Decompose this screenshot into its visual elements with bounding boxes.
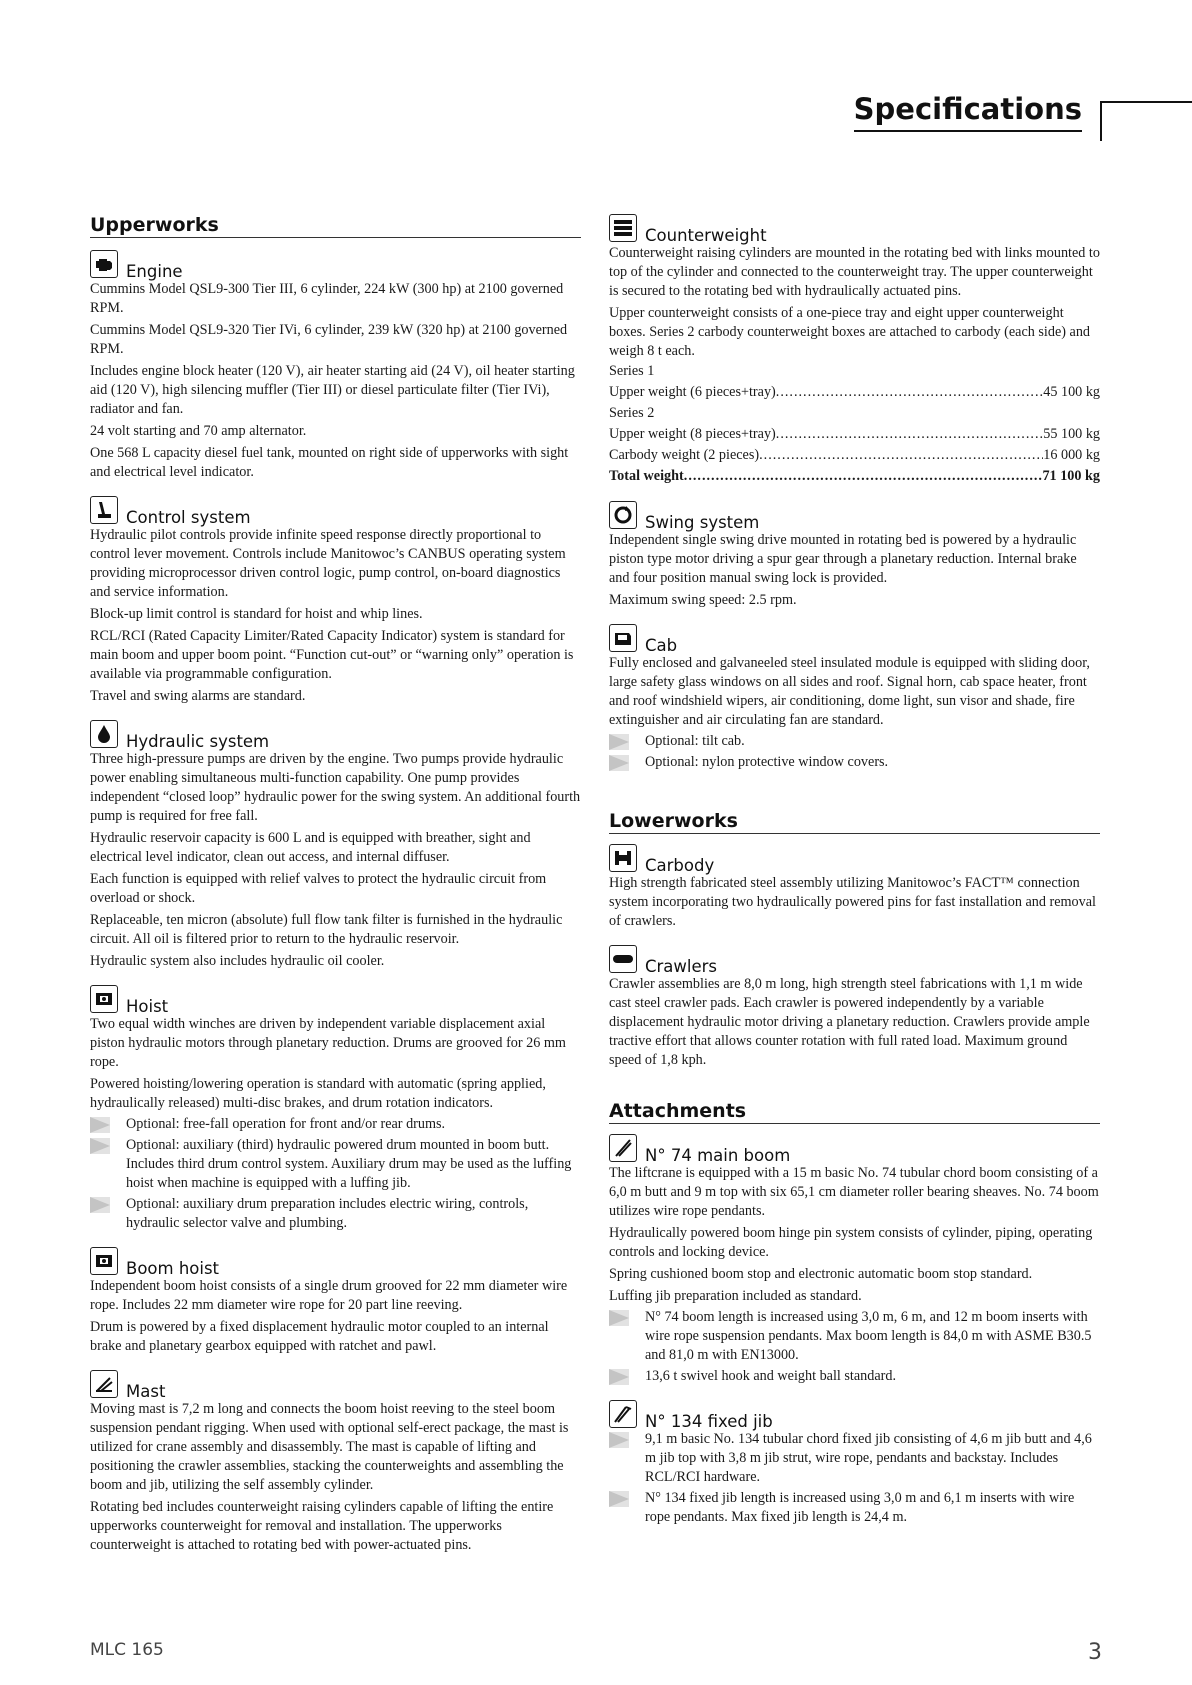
paragraph: High strength fabricated steel assembly utilizing Manitowoc’s FACT™ connection system incorporating two hydraulically powered pins for fast installation and removal of crawlers. [609, 875, 1096, 929]
subsection-engine [90, 250, 581, 482]
paragraph: Includes engine block heater (120 V), air heater starting aid (24 V), oil heater starting aid (120 V), high silencing muffler (Tier III) or diesel particulate filter (Tier IVi), radiator and fan. [90, 363, 575, 417]
series-label: Series 2 [609, 405, 655, 421]
page-title: Specifications [854, 92, 1082, 132]
arrow-bullet-icon [90, 1138, 110, 1154]
subsection-carbody [609, 844, 1100, 931]
paragraph: Hydraulic reservoir capacity is 600 L and is equipped with breather, sight and electrical level indicator, clean out access, and internal diffuser. [90, 830, 531, 865]
carbody-icon [609, 844, 637, 872]
subsection-hoist [90, 985, 581, 1233]
paragraph: Rotating bed includes counterweight raising cylinders capable of lifting the entire upperworks counterweight for removal and installation. The upperworks counterweight is attached to rotating bed with power-actuated pins. [90, 1499, 554, 1553]
subsection-header [609, 844, 1100, 875]
winch-drum-icon [90, 1247, 118, 1275]
paragraph: Travel and swing alarms are standard. [90, 688, 306, 704]
subsection-header [609, 1400, 1100, 1431]
subsection-control-system [90, 496, 581, 706]
subsection-title: Cab [645, 636, 678, 655]
counterweight-stack-icon [609, 214, 637, 242]
oil-drop-icon [90, 720, 118, 748]
subsection-title: Control system [126, 508, 251, 527]
subsection-title: Hoist [126, 997, 169, 1016]
subsection-title: Hydraulic system [126, 732, 270, 751]
subsection-cab [609, 624, 1100, 772]
subsection-mast [90, 1370, 581, 1555]
paragraph: Crawler assemblies are 8,0 m long, high strength steel fabrications with 1,1 m wide cast steel crawler pads. Each crawler is powered independently by a variable displacement hydraulic motor driving a planetary reduction. Crawlers provide ample tractive effort that allows counter rotation with full rated load. Maximum ground speed of 1,8 kph. [609, 976, 1090, 1068]
subsection-header [90, 496, 581, 527]
subsection-crawlers [609, 945, 1100, 1070]
paragraph: Independent boom hoist consists of a single drum grooved for 22 mm diameter wire rope. Includes 22 mm diameter wire rope for 20 part line reeving. [90, 1278, 568, 1313]
page-number: 3 [1088, 1640, 1102, 1665]
arrow-bullet-icon [609, 734, 629, 750]
arrow-bullet-icon [609, 1369, 629, 1385]
subsection-title: Engine [126, 262, 183, 281]
arrow-bullet-icon [609, 755, 629, 771]
option-item: Optional: tilt cab. [609, 732, 1100, 751]
paragraph: Drum is powered by a fixed displacement hydraulic motor coupled to an internal brake and planetary gearbox equipped with ratchet and pawl. [90, 1319, 549, 1354]
paragraph: Counterweight raising cylinders are mounted in the rotating bed with links mounted to top of the cylinder and connected to the counterweight tray. The upper counterweight is secured to the rotating bed with hydraulically actuated pins. [609, 245, 1100, 299]
spec-row: Upper weight (6 pieces+tray) ..... 45 100 kg [609, 382, 1100, 403]
crawler-track-icon [609, 945, 637, 973]
engine-icon [90, 250, 118, 278]
arrow-bullet-icon [609, 1491, 629, 1507]
paragraph: Replaceable, ten micron (absolute) full flow tank filter is furnished in the hydraulic circuit. All oil is filtered prior to return to the hydraulic reservoir. [90, 912, 563, 947]
spec-row-total: Total weight ..... 71 100 kg [609, 466, 1100, 487]
left-column [90, 214, 581, 1555]
paragraph: Hydraulically powered boom hinge pin system consists of cylinder, piping, operating controls and locking device. [609, 1225, 1093, 1260]
boom-icon [609, 1134, 637, 1162]
subsection-header [609, 501, 1100, 532]
section-title-upperworks: Upperworks [90, 214, 581, 238]
subsection-header [609, 1134, 1100, 1165]
paragraph: Spring cushioned boom stop and electronic automatic boom stop standard. [609, 1266, 1033, 1282]
arrow-bullet-icon [90, 1117, 110, 1133]
subsection-main-boom [609, 1134, 1100, 1386]
spec-row: Carbody weight (2 pieces) ..... 16 000 kg [609, 445, 1100, 466]
paragraph: Maximum swing speed: 2.5 rpm. [609, 592, 797, 608]
subsection-swing-system [609, 501, 1100, 610]
section-title-attachments: Attachments [609, 1100, 1100, 1124]
footer-model: MLC 165 [90, 1640, 164, 1660]
paragraph: Block-up limit control is standard for hoist and whip lines. [90, 606, 423, 622]
paragraph: Moving mast is 7,2 m long and connects the boom hoist reeving to the steel boom suspension pendant rigging. When used with optional self-erect package, the mast is utilized for crane assembly and disassembly. The mast is capable of lifting and positioning the crawler assemblies, stacking the counterweights and assembling the boom and jib, utilizing the self assembly cylinder. [90, 1401, 569, 1493]
paragraph: RCL/RCI (Rated Capacity Limiter/Rated Capacity Indicator) system is standard for main boom and upper boom point. “Function cut-out” or “warning only” operation is available via programmable configuration. [90, 628, 574, 682]
subsection-fixed-jib [609, 1400, 1100, 1527]
section-title-lowerworks: Lowerworks [609, 810, 1100, 834]
subsection-boom-hoist [90, 1247, 581, 1356]
page-header [0, 0, 1192, 150]
paragraph: 24 volt starting and 70 amp alternator. [90, 423, 307, 439]
paragraph: Hydraulic system also includes hydraulic oil cooler. [90, 953, 385, 969]
title-bracket-decoration [1100, 101, 1192, 141]
subsection-header [609, 945, 1100, 976]
subsection-title: N° 74 main boom [645, 1146, 791, 1165]
subsection-title: N° 134 fixed jib [645, 1412, 773, 1431]
paragraph: Fully enclosed and galvaneeled steel insulated module is equipped with sliding door, large safety glass windows on all sides and roof. Signal horn, cab space heater, front and roof windshield wipers, air conditioning, dome light, sun visor and shade, fire extinguisher and air circulating fan are standard. [609, 655, 1090, 728]
paragraph: Two equal width winches are driven by independent variable displacement axial piston hydraulic motors through planetary reduction. Drums are grooved for 26 mm rope. [90, 1016, 566, 1070]
paragraph: Three high-pressure pumps are driven by the engine. Two pumps provide hydraulic power enabling simultaneous multi-function capability. One pump provides independent “closed loop” hydraulic power for the swing system. An additional fourth pump is required for free fall. [90, 751, 581, 824]
series-label: Series 1 [609, 363, 655, 379]
subsection-header [609, 624, 1100, 655]
paragraph: Cummins Model QSL9-300 Tier III, 6 cylinder, 224 kW (300 hp) at 2100 governed RPM. [90, 281, 564, 316]
cab-icon [609, 624, 637, 652]
subsection-title: Swing system [645, 513, 760, 532]
mast-icon [90, 1370, 118, 1398]
option-item: Optional: auxiliary (third) hydraulic powered drum mounted in boom butt. Includes third drum control system. Auxiliary drum may be used as the luffing hoist when machine is equipped with a luffing jib. [90, 1136, 581, 1193]
arrow-bullet-icon [609, 1432, 629, 1448]
subsection-title: Crawlers [645, 957, 718, 976]
option-item: N° 134 fixed jib length is increased using 3,0 m and 6,1 m inserts with wire rope pendants. Max fixed jib length is 24,4 m. [609, 1489, 1100, 1527]
arrow-bullet-icon [90, 1197, 110, 1213]
arrow-bullet-icon [609, 1310, 629, 1326]
subsection-hydraulic-system [90, 720, 581, 971]
option-item: Optional: nylon protective window covers. [609, 753, 1100, 772]
right-column [609, 214, 1100, 1527]
subsection-header [609, 214, 1100, 245]
paragraph: One 568 L capacity diesel fuel tank, mounted on right side of upperworks with sight and electrical level indicator. [90, 445, 569, 480]
paragraph: Luffing jib preparation included as standard. [609, 1288, 862, 1304]
winch-drum-icon [90, 985, 118, 1013]
option-item: Optional: auxiliary drum preparation includes electric wiring, controls, hydraulic selector valve and plumbing. [90, 1195, 581, 1233]
paragraph: Hydraulic pilot controls provide infinite speed response directly proportional to control lever movement. Controls include Manitowoc’s CANBUS operating system providing microprocessor driven control logic, pump control, on-board diagnostics and service information. [90, 527, 566, 600]
subsection-header [90, 720, 581, 751]
paragraph: The liftcrane is equipped with a 15 m basic No. 74 tubular chord boom consisting of a 6,0 m butt and 9 m top with six 65,1 cm diameter roller bearing sheaves. No. 74 boom utilizes wire rope pendants. [609, 1165, 1099, 1219]
subsection-title: Mast [126, 1382, 166, 1401]
subsection-header [90, 1247, 581, 1278]
subsection-title: Carbody [645, 856, 715, 875]
subsection-title: Boom hoist [126, 1259, 220, 1278]
paragraph: Powered hoisting/lowering operation is standard with automatic (spring applied, hydraulically released) multi-disc brakes, and drum rotation indicators. [90, 1076, 546, 1111]
paragraph: Independent single swing drive mounted in rotating bed is powered by a hydraulic piston type motor driving a spur gear through a planetary reduction. Internal brake and four position manual swing lock is provided. [609, 532, 1077, 586]
subsection-counterweight [609, 214, 1100, 487]
option-item: 9,1 m basic No. 134 tubular chord fixed jib consisting of 4,6 m jib butt and 4,6 m jib top with 3,8 m jib strut, wire rope, pendants and backstay. Includes RCL/RCI hardware. [609, 1430, 1100, 1487]
option-item: 13,6 t swivel hook and weight ball standard. [609, 1367, 1100, 1386]
option-item: Optional: free-fall operation for front and/or rear drums. [90, 1115, 581, 1134]
spec-row: Upper weight (8 pieces+tray) ..... 55 100 kg [609, 424, 1100, 445]
subsection-header [90, 1370, 581, 1401]
subsection-header [90, 250, 581, 281]
jib-icon [609, 1400, 637, 1428]
swing-rotate-icon [609, 501, 637, 529]
subsection-header [90, 985, 581, 1016]
paragraph: Each function is equipped with relief valves to protect the hydraulic circuit from overload or shock. [90, 871, 547, 906]
paragraph: Upper counterweight consists of a one-piece tray and eight upper counterweight boxes. Series 2 carbody counterweight boxes are attached to carbody (each side) and weigh 8 t each. [609, 305, 1091, 359]
option-item: N° 74 boom length is increased using 3,0 m, 6 m, and 12 m boom inserts with wire rope suspension pendants. Max boom length is 84,0 m with ASME B30.5 and 81,0 m with EN13000. [609, 1308, 1100, 1365]
subsection-title: Counterweight [645, 226, 767, 245]
control-lever-icon [90, 496, 118, 524]
paragraph: Cummins Model QSL9-320 Tier IVi, 6 cylinder, 239 kW (320 hp) at 2100 governed RPM. [90, 322, 568, 357]
